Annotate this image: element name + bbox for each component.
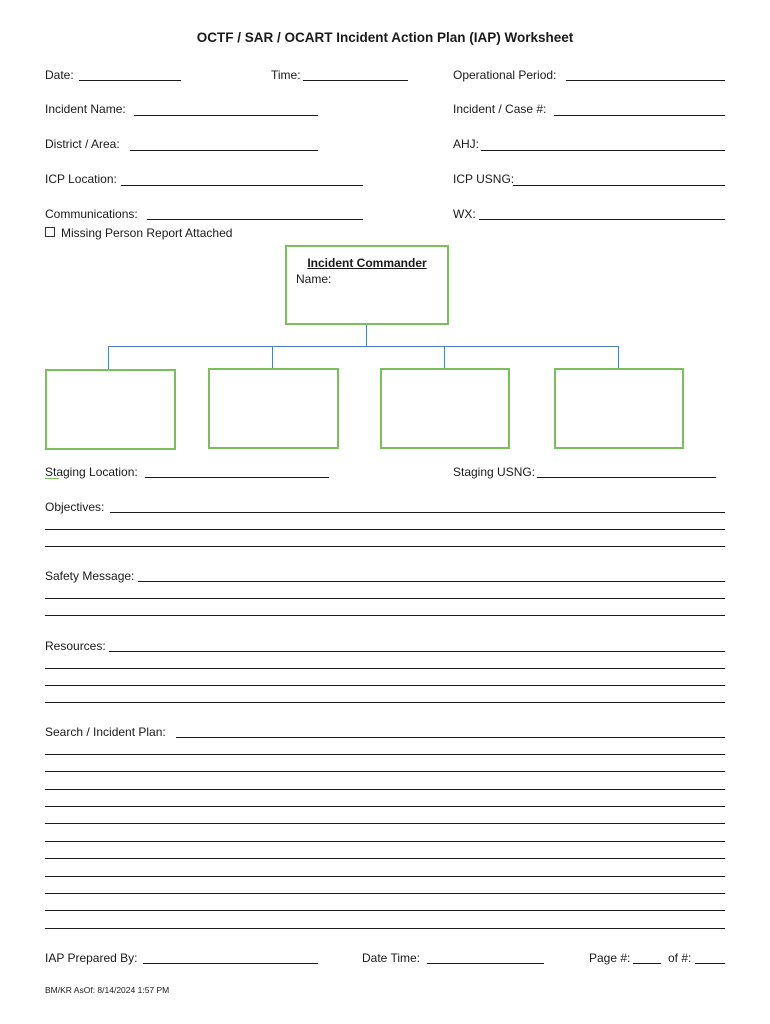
communications-label: Communications:	[45, 207, 138, 221]
date-time-label: Date Time:	[362, 951, 421, 965]
incident-name-label: Incident Name:	[45, 102, 126, 116]
wx-label: WX:	[453, 207, 476, 221]
commander-name-label: Name:	[296, 272, 332, 286]
incident-case-label: Incident / Case #:	[453, 102, 547, 116]
prepared-by-field[interactable]	[143, 963, 318, 964]
connector-drop-3	[444, 346, 445, 368]
objectives-line[interactable]	[45, 529, 725, 530]
org-box-1[interactable]	[45, 369, 176, 450]
staging-usng-field[interactable]	[537, 477, 716, 478]
operational-period-field[interactable]	[566, 80, 725, 81]
icp-location-label: ICP Location:	[45, 172, 117, 186]
missing-person-label: Missing Person Report Attached	[61, 226, 233, 240]
district-area-label: District / Area:	[45, 137, 120, 151]
communications-field[interactable]	[147, 219, 363, 220]
page-of-field[interactable]	[695, 963, 725, 964]
org-box-4[interactable]	[554, 368, 684, 449]
district-area-field[interactable]	[130, 150, 318, 151]
objectives-line[interactable]	[45, 546, 725, 547]
page-title: OCTF / SAR / OCART Incident Action Plan (IAP) Worksheet	[196, 30, 574, 45]
staging-location-field[interactable]	[145, 477, 329, 478]
incident-commander-title: Incident Commander	[307, 256, 427, 270]
resources-line[interactable]	[45, 685, 725, 686]
icp-location-field[interactable]	[121, 185, 363, 186]
plan-line[interactable]	[45, 771, 725, 772]
staging-location-label: Staging Location:	[45, 465, 138, 479]
icp-usng-field[interactable]	[513, 185, 725, 186]
connector-vertical-main	[366, 325, 367, 346]
time-label: Time:	[271, 68, 301, 82]
objectives-line[interactable]	[110, 512, 725, 513]
objectives-label: Objectives:	[45, 500, 105, 514]
ahj-field[interactable]	[481, 150, 725, 151]
plan-line[interactable]	[176, 737, 725, 738]
plan-label: Search / Incident Plan:	[45, 725, 166, 739]
connector-drop-2	[272, 346, 273, 368]
page-number-field[interactable]	[633, 963, 661, 964]
missing-person-checkbox-row[interactable]	[45, 226, 232, 240]
resources-line[interactable]	[45, 668, 725, 669]
org-box-2[interactable]	[208, 368, 339, 449]
plan-line[interactable]	[45, 893, 725, 894]
staging-underline-mark	[45, 478, 59, 479]
icp-usng-label: ICP USNG:	[453, 172, 515, 186]
wx-field[interactable]	[479, 219, 725, 220]
date-label: Date:	[45, 68, 74, 82]
safety-line[interactable]	[45, 615, 725, 616]
safety-line[interactable]	[45, 598, 725, 599]
connector-drop-1	[108, 346, 109, 369]
plan-line[interactable]	[45, 928, 725, 929]
plan-line[interactable]	[45, 823, 725, 824]
page-of-label: of #:	[668, 951, 692, 965]
connector-drop-4	[618, 346, 619, 368]
connector-horizontal	[108, 346, 619, 347]
time-field[interactable]	[303, 80, 408, 81]
plan-line[interactable]	[45, 876, 725, 877]
resources-line[interactable]	[109, 651, 725, 652]
checkbox-icon[interactable]	[45, 227, 55, 237]
plan-line[interactable]	[45, 910, 725, 911]
operational-period-label: Operational Period:	[453, 68, 557, 82]
revision-note: BM/KR AsOf: 8/14/2024 1:57 PM	[45, 985, 170, 995]
plan-line[interactable]	[45, 754, 725, 755]
plan-line[interactable]	[45, 841, 725, 842]
plan-line[interactable]	[45, 806, 725, 807]
prepared-by-label: IAP Prepared By:	[45, 951, 138, 965]
page-number-label: Page #:	[589, 951, 631, 965]
incident-case-field[interactable]	[554, 115, 725, 116]
ahj-label: AHJ:	[453, 137, 480, 151]
plan-line[interactable]	[45, 789, 725, 790]
plan-line[interactable]	[45, 858, 725, 859]
staging-usng-label: Staging USNG:	[453, 465, 536, 479]
safety-message-label: Safety Message:	[45, 569, 135, 583]
incident-name-field[interactable]	[134, 115, 318, 116]
incident-commander-box[interactable]	[285, 245, 449, 325]
date-field[interactable]	[79, 80, 181, 81]
resources-line[interactable]	[45, 702, 725, 703]
date-time-field[interactable]	[427, 963, 544, 964]
safety-line[interactable]	[138, 581, 725, 582]
resources-label: Resources:	[45, 639, 106, 653]
org-box-3[interactable]	[380, 368, 510, 449]
